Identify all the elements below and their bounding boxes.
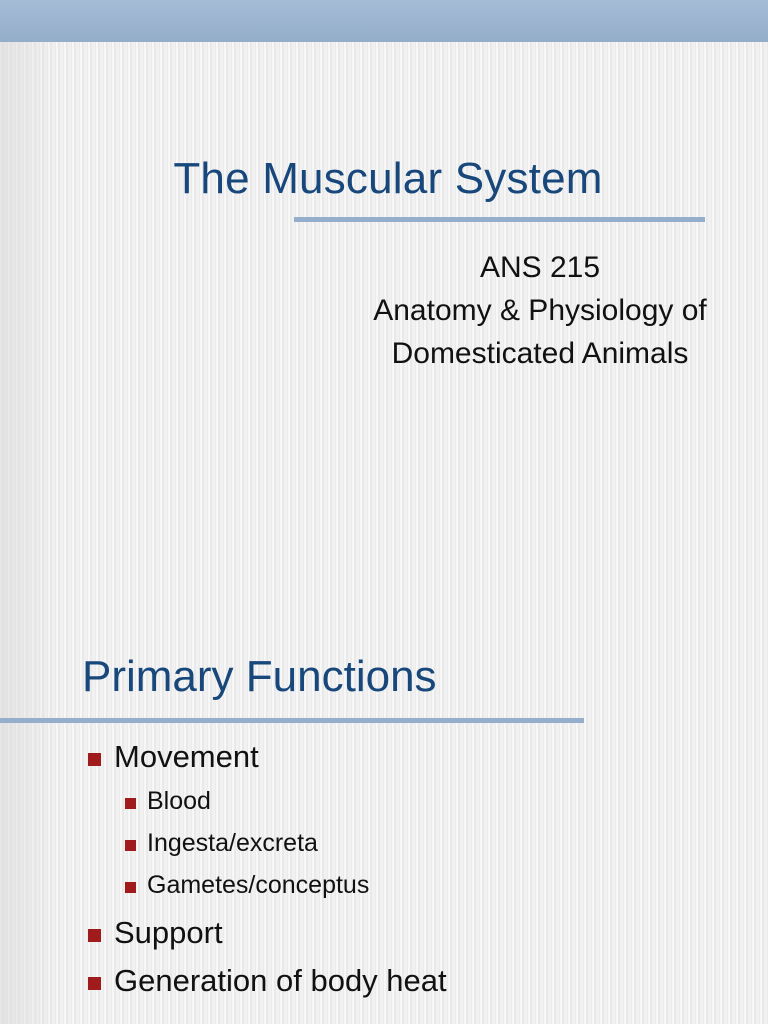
sub-bullet-square-icon: [125, 798, 136, 809]
bullet-item: Support: [114, 915, 223, 950]
bullet-item: Generation of body heat: [114, 963, 447, 998]
subtitle-line-name-2: Domesticated Animals: [391, 337, 689, 370]
bullet-square-icon: [88, 929, 101, 942]
subtitle-line-name-1: Anatomy & Physiology of: [373, 294, 707, 327]
sub-bullet-item: Gametes/conceptus: [147, 871, 370, 899]
sub-bullet-square-icon: [125, 882, 136, 893]
subtitle-block: [330, 246, 750, 375]
sub-bullet-item: Blood: [147, 787, 211, 815]
section-title-underline: [0, 718, 584, 723]
slide-2: [0, 576, 768, 1024]
bullet-square-icon: [88, 977, 101, 990]
section-title: Primary Functions: [82, 652, 437, 701]
bullet-square-icon: [88, 753, 101, 766]
bullet-item: Movement: [114, 739, 259, 774]
top-band: [0, 0, 768, 42]
sub-bullet-square-icon: [125, 840, 136, 851]
subtitle-line-course: ANS 215: [479, 251, 601, 284]
slide-title: The Muscular System: [173, 154, 603, 203]
sub-bullet-item: Ingesta/excreta: [147, 829, 318, 857]
title-underline: [294, 217, 705, 222]
